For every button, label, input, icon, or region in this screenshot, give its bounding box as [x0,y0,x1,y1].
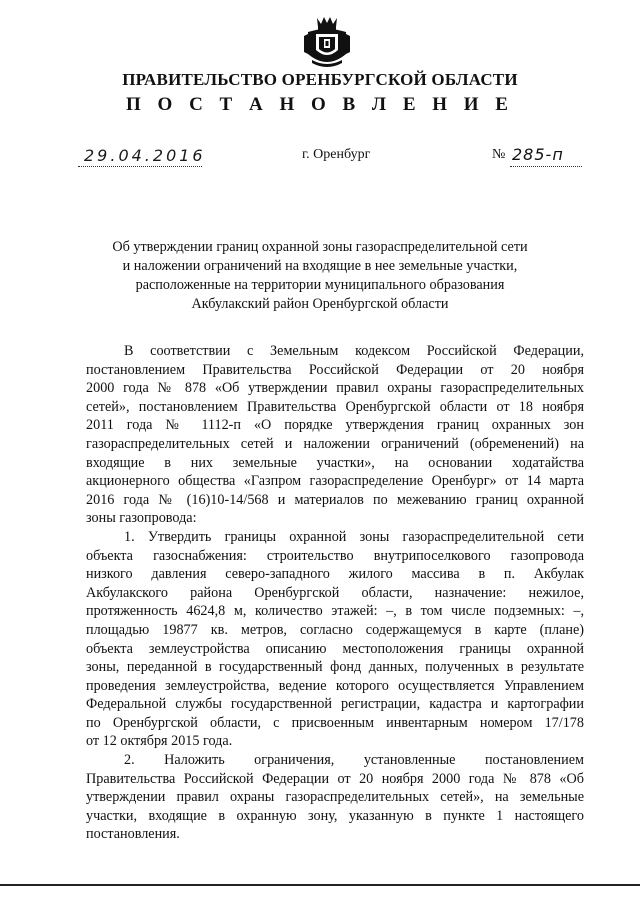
body-line: по Оренбургской области, с присвоенным инвентарным номером 17/178 [86,714,584,731]
number-underline [510,166,582,167]
body-line: акционерного общества «Газпром газораспределение Оренбург» от 14 марта [86,473,584,490]
body-line: В соответствии с Земельным кодексом Российской Федерации, [124,343,584,359]
document-body [86,342,584,844]
document-subject [80,238,560,314]
page-bottom-rule [0,884,640,886]
body-line: утверждении правил охраны газораспределительных сетей», на земельные [86,789,584,806]
body-line: Правительства Российской Федерации от 20 ноября 2000 года № 878 «Об [86,770,584,787]
body-line: 2011 года № 1112-п «О порядке утверждения границ охранных зон [86,417,584,434]
body-line: постановлением Правительства Российской Федерации от 20 ноября [86,361,584,378]
subject-line: и наложении ограничений на входящие в нее земельные участки, [122,258,518,274]
body-line: от 12 октября 2015 года. [86,733,233,750]
body-line: протяженность 4624,8 м, количество этажей: –, в том числе подземных: –, [86,603,584,620]
body-line: постановления. [86,826,180,843]
organization-title: ПРАВИТЕЛЬСТВО ОРЕНБУРГСКОЙ ОБЛАСТИ [122,70,518,89]
body-line: Федеральной службы государственной регистрации, кадастра и картографии [86,696,584,713]
body-line: площадью 19877 кв. метров, согласно содержащемуся в карте (плане) [86,621,584,638]
body-line: 1. Утвердить границы охранной зоны газораспределительной сети [124,528,584,545]
body-line: зоны, переданной в государственный фонд данных, полученных в результате [86,659,584,676]
body-line: 2. Наложить ограничения, установленные постановлением [124,752,584,769]
subject-line: расположенные на территории муниципального образования [135,277,505,293]
document-date: 29.04.2016 [84,146,206,165]
body-line: 2016 года № (16)10-14/568 и материалов по межеванию границ охранной [86,491,584,508]
subject-line: Акбулакский район Оренбургской области [191,296,449,312]
document-meta [84,144,580,170]
document-type: П О С Т А Н О В Л Е Н И Е [126,94,514,115]
body-line: низкого давления северо-западного жилого массива в п. Акбулак [86,566,584,583]
number-sign: № [492,147,506,162]
subject-line: Об утверждении границ охранной зоны газораспределительной сети [112,239,528,255]
document-city: г. Оренбург [302,147,371,162]
body-line: участки, входящие в охранную зону, указанную в пункте 1 настоящего [86,807,584,824]
coat-of-arms-icon [300,14,354,70]
document-number: 285-п [512,145,564,164]
date-underline [78,166,202,167]
body-line: сетей», постановлением Правительства Оренбургской области от 18 ноября [86,398,584,415]
body-line: 2000 года № 878 «Об утверждении правил охраны газораспределительных [86,380,584,397]
body-line: газораспределительных сетей и наложении ограничений (обременений) на [86,435,584,452]
body-line: объекта газоснабжения: строительство внутрипоселкового газопровода [86,547,584,564]
body-line: объекта землеустройства описанию местоположения границы охранной [86,640,584,657]
body-line: входящие в них земельные участки», на основании ходатайства [86,454,584,471]
body-line: Акбулакского района Оренбургской области, назначение: нежилое, [86,584,584,601]
body-line: проведения землеустройства, ведение которого осуществляется Управлением [86,677,584,694]
body-line: зоны газопровода: [86,510,197,527]
